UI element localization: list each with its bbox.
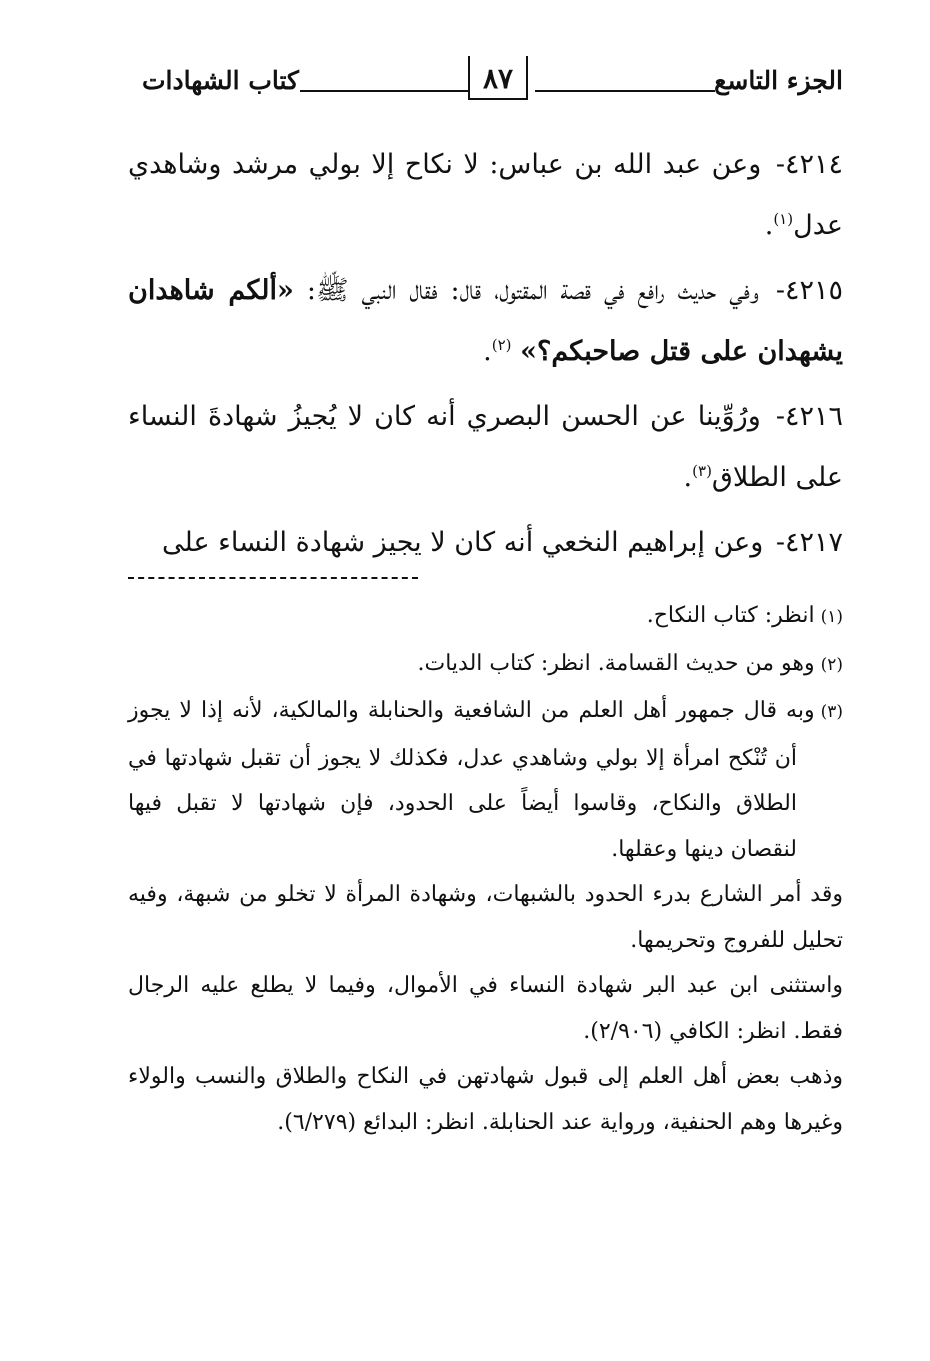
footnotes bbox=[128, 593, 843, 1145]
footnote-paragraph: وذهب بعض أهل العلم إلى قبول شهادتهن في النكاح والطلاق والنسب والولاء وغيرها وهم الحنفية، ورواية عند الحنابلة. انظر: البدائع (٦/٢٧٩). bbox=[128, 1064, 843, 1135]
entry-4214 bbox=[128, 134, 843, 256]
hadith-quote: «ألكم شاهدان يشهدان على قتل صاحبكم؟» bbox=[128, 275, 843, 367]
footnote-text: وبه قال جمهور أهل العلم من الشافعية والحنابلة والمالكية، لأنه إذا لا يجوز أن تُنْكح امرأة إلا بولي وشاهدي عدل، فكذلك لا يجوز أن تقبل شهادتها في الطلاق والنكاح، وقاسوا أيضاً على الحدود، فإن شهادتها لا تقبل فيها لنقصان دينها وعقلها. bbox=[128, 698, 815, 862]
entry-text: وعن عبد الله بن عباس: لا نكاح إلا بولي مرشد وشاهدي عدل bbox=[128, 149, 843, 241]
book-page bbox=[128, 56, 843, 1346]
main-text bbox=[128, 134, 843, 573]
entry-4217 bbox=[128, 512, 843, 573]
header-rule-left bbox=[300, 90, 468, 92]
entry-text: ورُوِّينا عن الحسن البصري أنه كان لا يُجيزُ شهادةَ النساء على الطلاق bbox=[128, 401, 843, 493]
entry-number: ٤٢١٤- bbox=[775, 149, 843, 180]
page-header bbox=[128, 56, 843, 116]
footnote-paragraph: واستثنى ابن عبد البر شهادة النساء في الأموال، وفيما لا يطلع عليه الرجال فقط. انظر: الكافي (٢/٩٠٦). bbox=[128, 973, 843, 1044]
footnote-1 bbox=[128, 593, 843, 641]
book-title: كتاب الشهادات bbox=[142, 66, 299, 95]
footnote-mark: (٣) bbox=[820, 702, 843, 722]
entry-text: وفي حديث رافع في قصة المقتول، قال: فقال النبي ﷺ: bbox=[306, 275, 759, 306]
volume-title: الجزء التاسع bbox=[714, 66, 843, 95]
footnote-divider bbox=[128, 577, 418, 579]
footnote-mark: (١) bbox=[820, 607, 843, 627]
footnote-mark: (٢) bbox=[820, 654, 843, 675]
footnote-paragraph: وقد أمر الشارع بدرء الحدود بالشبهات، وشهادة المرأة لا تخلو من شبهة، وفيه تحليل للفروج وتحريمها. bbox=[128, 882, 843, 953]
footnote-ref: (٣) bbox=[692, 462, 712, 480]
entry-number: ٤٢١٦- bbox=[775, 401, 843, 432]
entry-number: ٤٢١٥- bbox=[775, 275, 843, 306]
page-number: ٨٧ bbox=[468, 56, 528, 100]
entry-4215 bbox=[128, 260, 843, 382]
entry-number: ٤٢١٧- bbox=[775, 527, 843, 558]
footnote-3 bbox=[128, 688, 843, 872]
entry-text: وعن إبراهيم النخعي أنه كان لا يجيز شهادة النساء على bbox=[162, 527, 764, 558]
footnote-2 bbox=[128, 641, 843, 689]
entry-4216 bbox=[128, 386, 843, 508]
entry-end: . bbox=[683, 462, 693, 493]
footnote-ref: (١) bbox=[773, 210, 794, 228]
footnote-text: وهو من حديث القسامة. انظر: كتاب الديات. bbox=[417, 650, 815, 676]
entry-end: . bbox=[764, 210, 774, 241]
header-rule-right bbox=[535, 90, 715, 92]
footnote-ref: (٢) bbox=[491, 336, 512, 354]
footnote-text: انظر: كتاب النكاح. bbox=[646, 603, 815, 628]
entry-end: . bbox=[483, 336, 492, 367]
